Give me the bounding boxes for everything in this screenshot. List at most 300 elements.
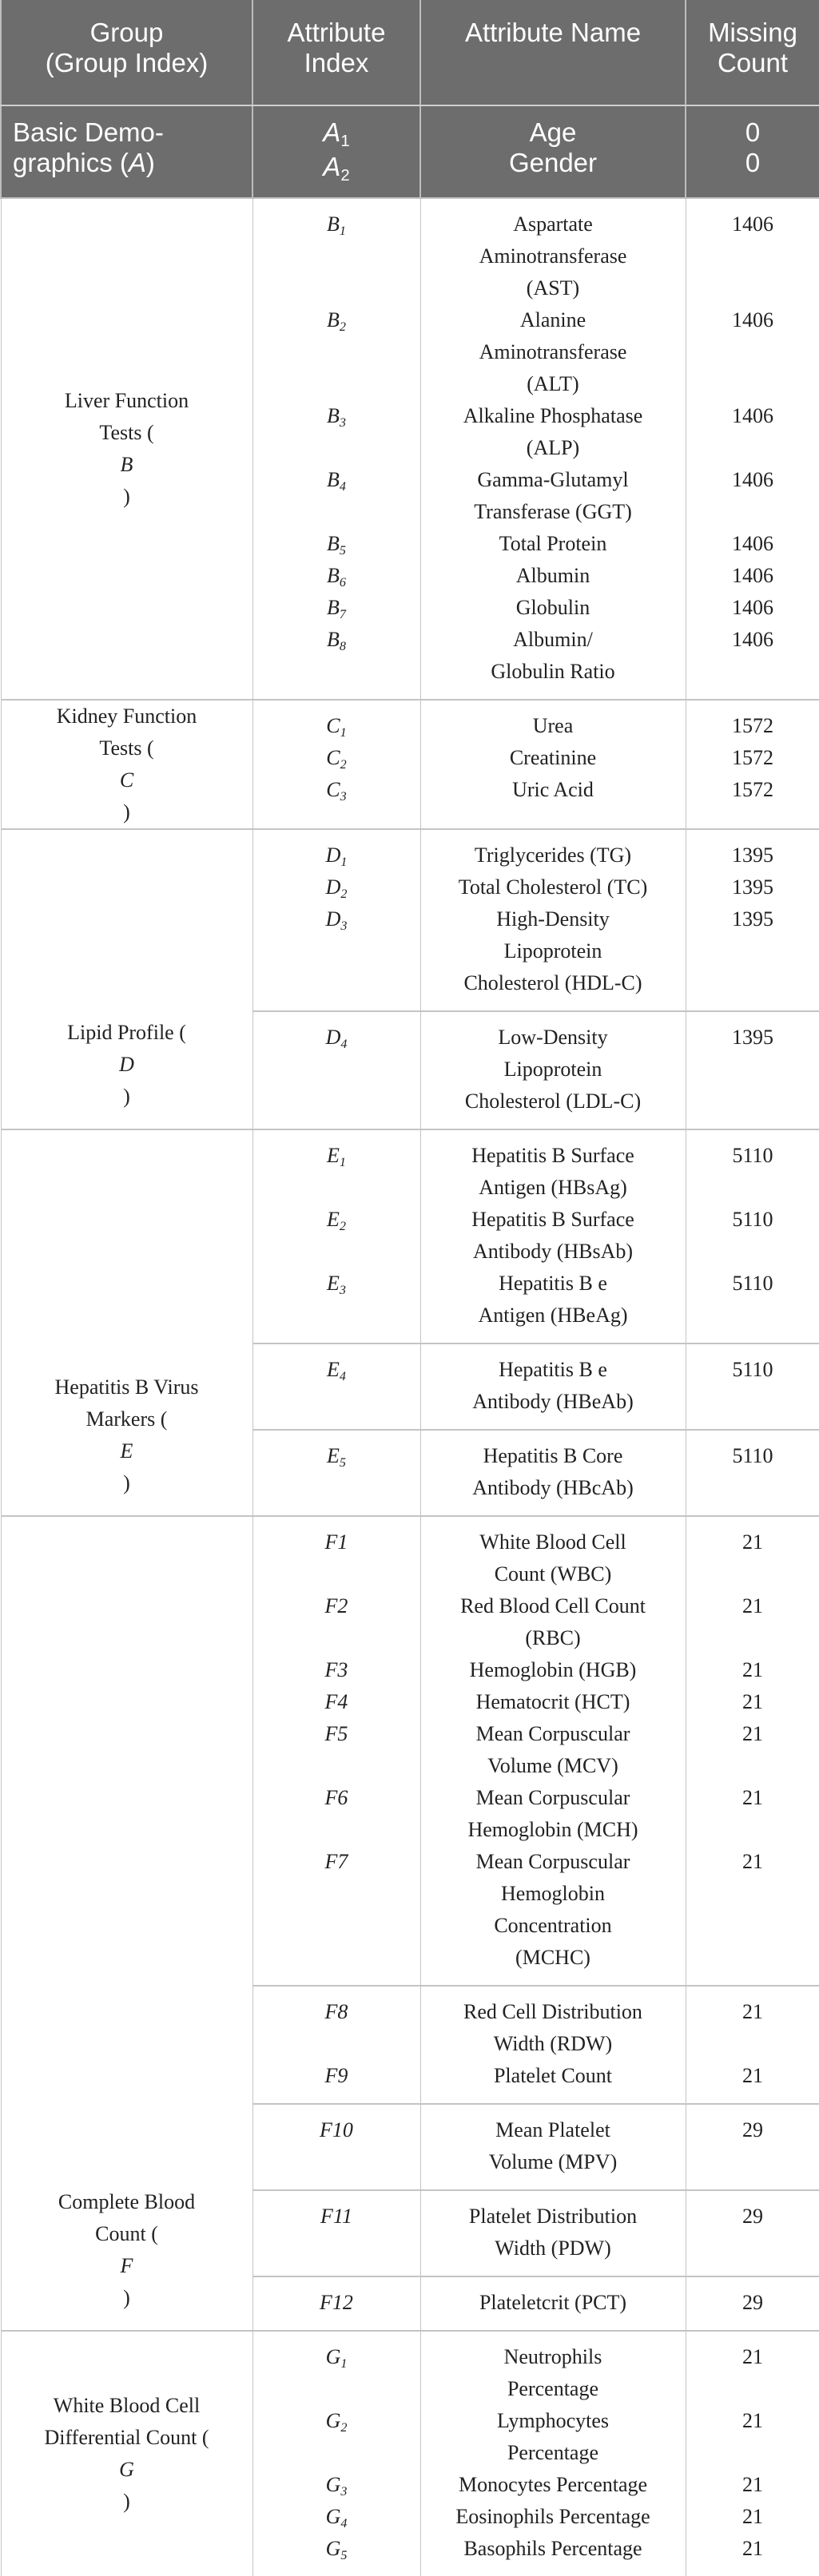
missing-count: 29	[742, 2118, 763, 2141]
attribute-name-line: Plateletcrit (PCT)	[479, 2291, 627, 2314]
group-label-text: )	[123, 1085, 130, 1108]
missing-count-cell	[686, 198, 819, 700]
attribute-index	[258, 2501, 415, 2533]
attribute-letter: D	[325, 843, 341, 867]
missing-count: 1395	[732, 843, 773, 867]
missing-count-cell	[686, 1516, 819, 1986]
missing-count-cell	[686, 700, 819, 829]
attribute-name-line: Antibody (HBcAb)	[472, 1476, 634, 1499]
missing-count: 21	[742, 2000, 763, 2023]
attribute-name-line: Platelet Count	[493, 2064, 613, 2087]
attribute-name-line: Antigen (HBeAg)	[478, 1304, 628, 1327]
attribute-letter: G	[325, 2505, 341, 2528]
missing-count: 5110	[732, 1208, 773, 1231]
missing-count: 1406	[732, 532, 773, 555]
attribute-index	[258, 1686, 415, 1718]
missing-count: 21	[742, 2505, 763, 2528]
attribute-name	[426, 2287, 681, 2319]
missing-count: 5110	[732, 1444, 773, 1467]
group-label-line: Liver Function	[64, 389, 189, 412]
attribute-letter: G	[325, 2473, 341, 2496]
attribute-subscript: 4	[339, 479, 346, 494]
attribute-name-cell	[420, 1430, 686, 1516]
attribute-subscript: 5	[339, 1455, 346, 1470]
attribute-subscript: 8	[339, 639, 346, 653]
missing-count: 21	[742, 1530, 763, 1554]
attribute-letter: B	[327, 596, 340, 619]
missing-count: 29	[742, 2291, 763, 2314]
group-label-text: )	[123, 800, 130, 824]
attribute-letter: E	[327, 1272, 340, 1295]
attribute-name-line: Hepatitis B Core	[483, 1444, 623, 1467]
attribute-subscript: 5	[339, 543, 346, 558]
missing-count: 1406	[732, 564, 773, 587]
missing-count: 1406	[732, 308, 773, 331]
attribute-index-cell	[252, 2331, 420, 2576]
attribute-name-line: Hepatitis B e	[499, 1358, 607, 1381]
missing-count-cell	[686, 2104, 819, 2190]
attribute-letter: F9	[324, 2064, 348, 2087]
missing-count: 21	[742, 2064, 763, 2087]
attribute-name-line: Gamma-Glutamyl	[477, 468, 629, 491]
missing-count: 1406	[732, 628, 773, 651]
attribute-index-cell	[252, 1344, 420, 1430]
group-index-letter: E	[120, 1439, 133, 1463]
attribute-letter: F6	[324, 1786, 348, 1809]
attribute-name	[426, 624, 681, 688]
attribute-name-line: Globulin Ratio	[491, 660, 615, 683]
attribute-index	[258, 1440, 415, 1504]
basic-demographics-row	[1, 105, 819, 198]
attribute-name-line: Lipoprotein	[503, 1058, 602, 1081]
missing-count: 1395	[732, 875, 773, 899]
attribute-letter: D	[325, 1026, 341, 1049]
attribute-index	[258, 2533, 415, 2565]
attribute-index-cell	[252, 2104, 420, 2190]
attribute-name-line: Cholesterol (HDL-C)	[463, 971, 642, 994]
group-label-text: )	[123, 2490, 130, 2513]
missing-count: 5110	[732, 1144, 773, 1167]
attribute-letter: B	[327, 212, 340, 236]
missing-count: 21	[742, 2537, 763, 2560]
attribute-name-line: Percentage	[507, 2377, 599, 2400]
missing-count-cell	[686, 829, 819, 1011]
group-label-line: White Blood Cell	[53, 2394, 201, 2417]
attribute-index	[258, 774, 415, 806]
group-label-text: Markers (	[85, 1407, 168, 1431]
attribute-index	[258, 871, 415, 903]
group-label-line	[6, 2422, 248, 2518]
attribute-name	[426, 2114, 681, 2178]
attribute-index-cell	[252, 1011, 420, 1129]
header-missing-count: Missing Count	[686, 0, 819, 105]
attribute-name	[426, 1440, 681, 1504]
attribute-letter: F8	[324, 2000, 348, 2023]
attribute-index	[258, 1590, 415, 1654]
attribute-index	[258, 710, 415, 742]
group-index-letter: B	[120, 453, 133, 476]
attribute-index	[258, 1022, 415, 1117]
missing-count: 1406	[732, 404, 773, 427]
attribute-index	[258, 2469, 415, 2501]
attribute-name-line: Hemoglobin	[501, 1882, 605, 1905]
attribute-name-line: Width (RDW)	[493, 2032, 613, 2055]
attribute-name-line: Globulin	[515, 596, 590, 619]
header-group: Group (Group Index)	[1, 0, 252, 105]
missing-count-cell	[686, 1011, 819, 1129]
missing-count: 5110	[732, 1358, 773, 1381]
attribute-name-line: Hepatitis B Surface	[471, 1208, 634, 1231]
attribute-name-line: Mean Corpuscular	[475, 1850, 630, 1873]
attribute-index	[258, 464, 415, 528]
attribute-letter: B	[327, 404, 340, 427]
attribute-name	[426, 742, 681, 774]
group-label-text: Differential Count (	[44, 2426, 209, 2449]
basic-demographics-index: $A_1$ $A_2$	[252, 105, 420, 198]
attribute-letter: E	[327, 1208, 340, 1231]
attribute-index	[258, 560, 415, 592]
attribute-letter: F1	[324, 1530, 348, 1554]
attribute-name-line: Aminotransferase	[479, 244, 627, 268]
attribute-subscript: 1	[339, 224, 346, 238]
attribute-index	[258, 839, 415, 871]
attribute-name-line: Monocytes Percentage	[458, 2473, 648, 2496]
table-row	[1, 1129, 819, 1344]
attribute-name-line: (AST)	[526, 276, 580, 300]
attribute-name-line: High-Density	[496, 907, 610, 931]
attribute-name-line: Aminotransferase	[479, 340, 627, 363]
attribute-index	[258, 528, 415, 560]
group-label-text: Tests (	[99, 736, 154, 760]
attribute-name	[426, 400, 681, 464]
group-label-line: Hepatitis B Virus	[54, 1375, 199, 1399]
group-label-line	[6, 1017, 248, 1113]
attribute-index	[258, 2287, 415, 2319]
attribute-name	[426, 2060, 681, 2092]
attribute-name	[426, 839, 681, 871]
attribute-name-line: Concentration	[494, 1914, 612, 1937]
table-row	[1, 198, 819, 700]
table-row	[1, 829, 819, 1011]
attribute-name	[426, 903, 681, 999]
attribute-name-line: (MCHC)	[515, 1946, 590, 1969]
attribute-name	[426, 592, 681, 624]
group-label-line	[6, 1403, 248, 1499]
attribute-letter: F12	[320, 2291, 353, 2314]
attribute-index	[258, 1140, 415, 1204]
attribute-index	[258, 2405, 415, 2469]
attribute-name-line: Creatinine	[509, 746, 597, 769]
attribute-index	[258, 1718, 415, 1782]
attribute-name	[426, 1204, 681, 1268]
attribute-name-line: Mean Corpuscular	[475, 1722, 630, 1745]
attribute-subscript: 1	[340, 2356, 348, 2371]
attribute-name-line: Alkaline Phosphatase	[463, 404, 643, 427]
attribute-subscript: 2	[339, 320, 346, 334]
attribute-name-line: White Blood Cell	[479, 1530, 626, 1554]
attribute-subscript: 3	[340, 789, 347, 804]
attribute-name-line: Volume (MPV)	[488, 2150, 618, 2173]
attribute-name	[426, 1846, 681, 1974]
attribute-letter: B	[327, 468, 340, 491]
attribute-index	[258, 1354, 415, 1418]
group-index-letter: G	[119, 2458, 134, 2481]
attribute-name-line: Red Cell Distribution	[463, 2000, 642, 2023]
attribute-name-line: Hemoglobin (HGB)	[469, 1658, 637, 1681]
attribute-name-cell	[420, 2331, 686, 2576]
group-label-text: )	[123, 1471, 130, 1494]
attribute-subscript: 3	[339, 415, 346, 430]
attribute-letter: E	[327, 1444, 340, 1467]
table-row	[1, 700, 819, 829]
group-label	[1, 1129, 252, 1516]
missing-count: 21	[742, 1690, 763, 1713]
missing-count-cell	[686, 2276, 819, 2331]
group-index-letter: D	[119, 1053, 134, 1076]
missing-count: 1572	[732, 778, 773, 801]
group-label-text: )	[123, 2286, 130, 2309]
attribute-letter: C	[326, 746, 340, 769]
attribute-name	[426, 304, 681, 400]
attribute-name-line: Mean Platelet	[495, 2118, 610, 2141]
attribute-subscript: 4	[340, 2516, 348, 2530]
missing-count: 21	[742, 1786, 763, 1809]
attribute-subscript: 4	[339, 1369, 346, 1383]
attribute-name	[426, 2533, 681, 2565]
attribute-name-line: Platelet Distribution	[468, 2205, 638, 2228]
attribute-name-line: Lymphocytes	[496, 2409, 610, 2432]
attribute-name	[426, 2201, 681, 2264]
attribute-name-line: (ALT)	[527, 372, 579, 395]
attribute-name	[426, 1590, 681, 1654]
attribute-name-line: Albumin	[515, 564, 590, 587]
group-label-line: Complete Blood	[58, 2190, 196, 2213]
basic-demographics-count: 0 0	[686, 105, 819, 198]
attribute-letter: D	[325, 875, 341, 899]
attribute-name	[426, 1686, 681, 1718]
group-label-line	[6, 732, 248, 828]
attribute-name-cell	[420, 2276, 686, 2331]
missing-count-cell	[686, 1344, 819, 1430]
attribute-index	[258, 400, 415, 464]
header-row	[1, 0, 819, 105]
attribute-name-cell	[420, 198, 686, 700]
group-label	[1, 700, 252, 829]
attribute-subscript: 3	[340, 2484, 348, 2499]
attribute-letter: C	[326, 778, 340, 801]
attribute-name-line: Count (WBC)	[494, 1562, 612, 1586]
attribute-name	[426, 2405, 681, 2469]
attribute-name	[426, 2469, 681, 2501]
attribute-subscript: 2	[340, 757, 347, 772]
attribute-name-line: Lipoprotein	[503, 939, 602, 963]
missing-count: 29	[742, 2205, 763, 2228]
attribute-name	[426, 1782, 681, 1846]
header-attribute-index: Attribute Index	[252, 0, 420, 105]
attribute-index-cell	[252, 1129, 420, 1344]
attribute-index	[258, 1782, 415, 1846]
missing-count-cell	[686, 1129, 819, 1344]
missing-count: 1572	[732, 746, 773, 769]
attribute-subscript: 4	[340, 1037, 348, 1051]
missing-count-cell	[686, 2190, 819, 2276]
group-label-text: Lipid Profile (	[67, 1021, 186, 1044]
attribute-letter: E	[327, 1144, 340, 1167]
attribute-name	[426, 1140, 681, 1204]
attribute-letter: F3	[324, 1658, 348, 1681]
attribute-subscript: 2	[340, 2420, 348, 2435]
attribute-name-line: Urea	[532, 714, 574, 737]
attribute-subscript: 7	[339, 607, 346, 621]
attribute-name-cell	[420, 829, 686, 1011]
attribute-name-line: Hepatitis B e	[499, 1272, 607, 1295]
missing-count: 21	[742, 1850, 763, 1873]
attribute-name-line: Red Blood Cell Count	[460, 1594, 646, 1617]
attribute-letter: B	[327, 308, 340, 331]
attribute-name	[426, 464, 681, 528]
attribute-index-cell	[252, 2276, 420, 2331]
attribute-index-cell	[252, 198, 420, 700]
attribute-index	[258, 2341, 415, 2405]
attribute-name-cell	[420, 2190, 686, 2276]
attribute-name-cell	[420, 1516, 686, 1986]
attribute-name	[426, 1022, 681, 1117]
attribute-letter: F10	[320, 2118, 353, 2141]
attribute-name	[426, 871, 681, 903]
attribute-name-line: Hemoglobin (MCH)	[467, 1818, 638, 1841]
attribute-subscript: 6	[339, 575, 346, 589]
header-attribute-name: Attribute Name	[420, 0, 686, 105]
attribute-name-line: Antibody (HBeAb)	[472, 1390, 634, 1413]
group-label-text: Tests (	[99, 421, 154, 444]
attribute-name-cell	[420, 1986, 686, 2104]
attribute-name-line: (ALP)	[526, 436, 580, 459]
attribute-name	[426, 774, 681, 806]
group-label-text: Count (	[95, 2222, 158, 2245]
basic-demographics-name: Age Gender	[420, 105, 686, 198]
group-label	[1, 1516, 252, 2331]
attribute-name-line: (RBC)	[525, 1626, 581, 1649]
attribute-name-cell	[420, 1129, 686, 1344]
missing-count-cell	[686, 2331, 819, 2576]
attribute-name	[426, 208, 681, 304]
missing-count: 21	[742, 2345, 763, 2368]
attribute-name-line: Alanine	[519, 308, 586, 331]
attribute-letter: F11	[320, 2205, 352, 2228]
attribute-letter: G	[325, 2537, 341, 2560]
attribute-name	[426, 2501, 681, 2533]
attribute-letter: B	[327, 628, 340, 651]
missing-count-cell	[686, 1986, 819, 2104]
missing-count: 1572	[732, 714, 773, 737]
attribute-name	[426, 710, 681, 742]
attribute-index-cell	[252, 829, 420, 1011]
attribute-subscript: 1	[339, 1155, 346, 1169]
attribute-name	[426, 560, 681, 592]
attribute-index	[258, 1846, 415, 1974]
attribute-name	[426, 2341, 681, 2405]
attribute-index	[258, 1526, 415, 1590]
attribute-letter: C	[326, 714, 340, 737]
table-row	[1, 2331, 819, 2576]
attribute-name-line: Percentage	[507, 2441, 599, 2464]
attribute-name-line: Width (PDW)	[495, 2237, 611, 2260]
attribute-subscript: 2	[340, 887, 348, 901]
attribute-name-line: Uric Acid	[512, 778, 594, 801]
attribute-name-line: Neutrophils	[503, 2345, 602, 2368]
attribute-index	[258, 2060, 415, 2092]
missing-count: 21	[742, 1594, 763, 1617]
attribute-letter: G	[325, 2345, 341, 2368]
group-label-text: )	[123, 485, 130, 508]
attribute-name-line: Aspartate	[513, 212, 593, 236]
attribute-name-line: Triglycerides (TG)	[474, 843, 632, 867]
attribute-index-cell	[252, 700, 420, 829]
attribute-index	[258, 304, 415, 400]
attribute-name-cell	[420, 2104, 686, 2190]
attribute-index-cell	[252, 1430, 420, 1516]
attribute-name-line: Mean Corpuscular	[475, 1786, 630, 1809]
attribute-letter: F7	[324, 1850, 348, 1873]
attribute-index	[258, 742, 415, 774]
attribute-name-line: Antigen (HBsAg)	[479, 1176, 627, 1199]
attribute-name	[426, 528, 681, 560]
attribute-name-cell	[420, 1344, 686, 1430]
table-body	[1, 198, 819, 2576]
attribute-index	[258, 2201, 415, 2264]
missing-count: 1406	[732, 212, 773, 236]
attribute-name-line: Total Cholesterol (TC)	[458, 875, 648, 899]
table-row	[1, 1516, 819, 1986]
attribute-name	[426, 1354, 681, 1418]
attribute-index	[258, 592, 415, 624]
attribute-name-cell	[420, 1011, 686, 1129]
missing-count: 1395	[732, 907, 773, 931]
attribute-name-line: Transferase (GGT)	[474, 500, 632, 523]
attribute-subscript: 3	[340, 919, 348, 933]
attribute-index-cell	[252, 1516, 420, 1986]
attribute-letter: F5	[324, 1722, 348, 1745]
attribute-name-line: Volume (MCV)	[487, 1754, 618, 1777]
attribute-name-line: Antibody (HBsAb)	[472, 1240, 634, 1263]
attribute-subscript: 5	[340, 2548, 348, 2562]
attribute-name	[426, 1996, 681, 2060]
attribute-name	[426, 1268, 681, 1332]
attribute-subscript: 2	[339, 1219, 346, 1233]
attribute-letter: F4	[324, 1690, 348, 1713]
attribute-subscript: 3	[339, 1283, 346, 1297]
attribute-index-cell	[252, 2190, 420, 2276]
attribute-index	[258, 1268, 415, 1332]
attribute-subscript: 1	[340, 725, 347, 740]
attribute-index-cell	[252, 1986, 420, 2104]
group-label-line	[6, 2218, 248, 2314]
attribute-name-line: Basophils Percentage	[463, 2537, 642, 2560]
attribute-name	[426, 1526, 681, 1590]
group-label	[1, 829, 252, 1129]
attribute-name-line: Low-Density	[498, 1026, 608, 1049]
attribute-name-line: Hepatitis B Surface	[471, 1144, 634, 1167]
attribute-name-cell	[420, 700, 686, 829]
attribute-letter: G	[325, 2409, 341, 2432]
attribute-name-line: Cholesterol (LDL-C)	[464, 1090, 642, 1113]
missing-count: 1406	[732, 596, 773, 619]
missing-count: 21	[742, 1722, 763, 1745]
attribute-index	[258, 1996, 415, 2060]
missing-count: 5110	[732, 1272, 773, 1295]
attribute-index	[258, 2114, 415, 2178]
attribute-name-line: Hematocrit (HCT)	[475, 1690, 630, 1713]
